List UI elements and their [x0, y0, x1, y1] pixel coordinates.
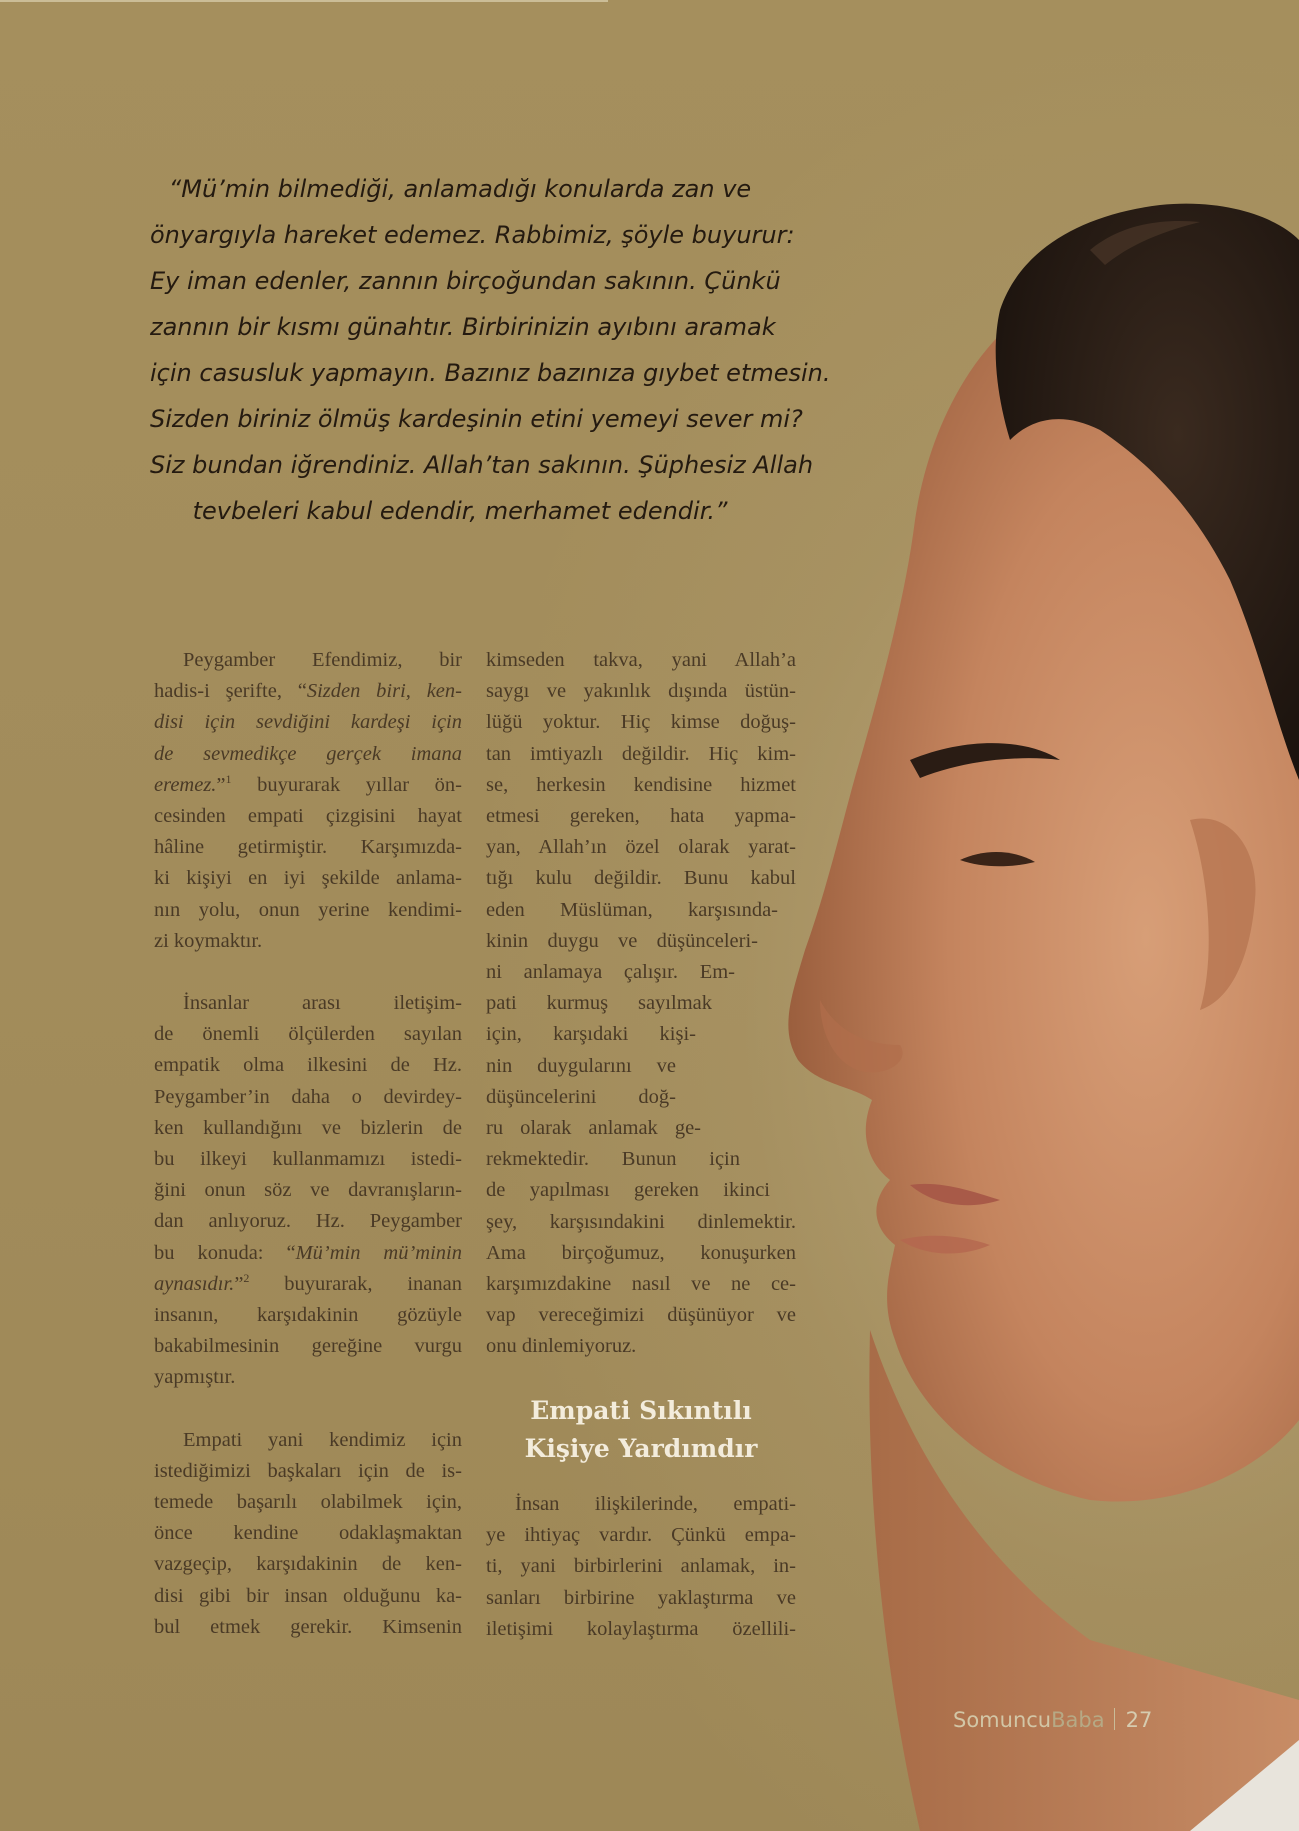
text-line: ken kullandığını ve bizlerin de — [154, 1116, 462, 1139]
text-line: de yapılması gereken ikinci — [486, 1179, 770, 1202]
text-line: lüğü yoktur. Hiç kimse doğuş- — [486, 711, 796, 734]
text-line: onu dinlemiyoruz. — [486, 1335, 637, 1358]
text-line: Peygamber Efendimiz, bir — [183, 649, 462, 671]
text-line: bul etmek gerekir. Kimsenin — [154, 1615, 462, 1638]
pull-quote — [150, 166, 831, 534]
text-line: aynasıdır.”$^2$ buyurarak, inanan — [154, 1270, 462, 1295]
text-line: ru olarak anlamak ge- — [486, 1117, 701, 1140]
text-line: sanları birbirine yaklaştırma ve — [486, 1586, 796, 1609]
text-line: kimseden takva, yani Allah’a — [486, 649, 796, 671]
text-line: karşımızdakine nasıl ve ne ce- — [486, 1273, 796, 1296]
text-line: ni anlamaya çalışır. Em- — [486, 961, 735, 984]
text-line: ğini onun söz ve davranışların- — [154, 1179, 462, 1202]
article-column-left — [154, 645, 462, 1643]
quote-line: “Mü’min bilmediği, anlamadığı konularda zan ve — [168, 175, 752, 203]
footnote-ref: 1 — [225, 771, 232, 786]
text-line: bu konuda: “Mü’min mü’minin — [154, 1241, 462, 1264]
text-line: insanın, karşıdakinin gözüyle — [154, 1304, 462, 1327]
quote-line: Sizden biriniz ölmüş kardeşinin etini yemeyi sever mi? — [150, 405, 803, 433]
text-line: zi koymaktır. — [154, 929, 263, 952]
quote-line: önyargıyla hareket edemez. Rabbimiz, şöyle buyurur: — [150, 221, 795, 249]
text-line: ki kişiyi en iyi şekilde anlama- — [154, 867, 462, 890]
quote-line: Siz bundan iğrendiniz. Allah’tan sakının. Şüphesiz Allah — [150, 451, 814, 479]
text-line: de sevmedikçe gerçek imana — [154, 742, 462, 765]
heading-line: Empati Sıkıntılı — [530, 1396, 752, 1425]
text-line: vazgeçip, karşıdakinin de ken- — [154, 1553, 462, 1576]
text-line: disi gibi bir insan olduğunu ka- — [154, 1584, 462, 1607]
text-line: kinin duygu ve düşünceleri- — [486, 929, 758, 952]
text-line: yapmıştır. — [154, 1366, 236, 1389]
text-line: önce kendine odaklaşmaktan — [154, 1522, 462, 1545]
text-line: tığı kulu değildir. Bunu kabul — [486, 867, 796, 890]
text-line: yan, Allah’ın özel olarak yarat- — [486, 836, 796, 859]
text-line: ti, yani birbirlerini anlamak, in- — [486, 1555, 796, 1578]
quote-line: zannın bir kısmı günahtır. Birbirinizin ayıbını aramak — [150, 313, 776, 341]
quote-line: için casusluk yapmayın. Bazınız bazınıza gıybet etmesin. — [150, 359, 831, 387]
text-line: disi için sevdiğini kardeşi için — [154, 711, 462, 734]
footer-divider — [1114, 1708, 1115, 1730]
top-rule — [0, 0, 608, 2]
text-line: bu ilkeyi kullanmamızı istedi- — [154, 1148, 462, 1171]
text-line: nin duygularını ve — [486, 1054, 676, 1077]
text-line: pati kurmuş sayılmak — [486, 992, 712, 1015]
text-line: Peygamber’in daha o devirdey- — [154, 1085, 462, 1108]
text-line: için, karşıdaki kişi- — [486, 1023, 696, 1046]
footnote-ref: 2 — [243, 1270, 250, 1285]
text-line: tan imtiyazlı değildir. Hiç kim- — [486, 742, 796, 765]
text-line: temede başarılı olabilmek için, — [154, 1491, 462, 1514]
text-line: saygı ve yakınlık dışında üstün- — [486, 680, 796, 703]
text-line: de önemli ölçülerden sayılan — [154, 1023, 462, 1046]
text-line: se, herkesin kendisine hizmet — [486, 773, 796, 796]
text-line: dan anlıyoruz. Hz. Peygamber — [154, 1210, 462, 1233]
section-heading — [486, 1392, 796, 1468]
text-line: Ama birçoğumuz, konuşurken — [486, 1241, 796, 1264]
text-line: etmesi gereken, hata yapma- — [486, 805, 796, 828]
text-line: eden Müslüman, karşısında- — [486, 898, 778, 921]
text-line: vap vereceğimizi düşünüyor ve — [486, 1304, 796, 1327]
text-line: eremez.”$^1$ buyurarak yıllar ön- — [154, 771, 462, 796]
text-line: İnsanlar arası iletişim- — [183, 992, 462, 1015]
magazine-name-part2: Baba — [1051, 1708, 1105, 1732]
magazine-name-part1: Somuncu — [953, 1708, 1052, 1732]
text-line: ye ihtiyaç vardır. Çünkü empa- — [486, 1524, 796, 1547]
quote-line: Ey iman edenler, zannın birçoğundan sakının. Çünkü — [150, 267, 781, 295]
text-line: bakabilmesinin gereğine vurgu — [154, 1335, 462, 1358]
text-line: şey, karşısındakini dinlemektir. — [486, 1210, 796, 1233]
text-line: iletişimi kolaylaştırma özellili- — [486, 1617, 796, 1640]
text-line: hadis-i şerifte, “Sizden biri, ken- — [154, 680, 462, 703]
text-line: İnsan ilişkilerinde, empati- — [515, 1493, 796, 1515]
text-line: empatik olma ilkesini de Hz. — [154, 1054, 462, 1077]
article-column-right-continued — [486, 1489, 796, 1645]
text-line: düşüncelerini doğ- — [486, 1085, 676, 1108]
text-line: istediğimizi başkaları için de is- — [154, 1459, 462, 1482]
page-number: 27 — [1125, 1708, 1153, 1732]
text-line: rekmektedir. Bunun için — [486, 1148, 740, 1171]
text-line: nın yolu, onun yerine kendimi- — [154, 898, 462, 921]
text-line: hâline getirmiştir. Karşımızda- — [154, 836, 462, 859]
text-line: cesinden empati çizgisini hayat — [154, 805, 462, 828]
page-footer — [953, 1706, 1152, 1734]
text-line: Empati yani kendimiz için — [183, 1428, 462, 1451]
quote-line: tevbeleri kabul edendir, merhamet edendir.” — [192, 497, 728, 525]
article-column-right — [486, 645, 796, 1363]
heading-line: Kişiye Yardımdır — [524, 1434, 758, 1463]
profile-photo — [760, 0, 1299, 1831]
